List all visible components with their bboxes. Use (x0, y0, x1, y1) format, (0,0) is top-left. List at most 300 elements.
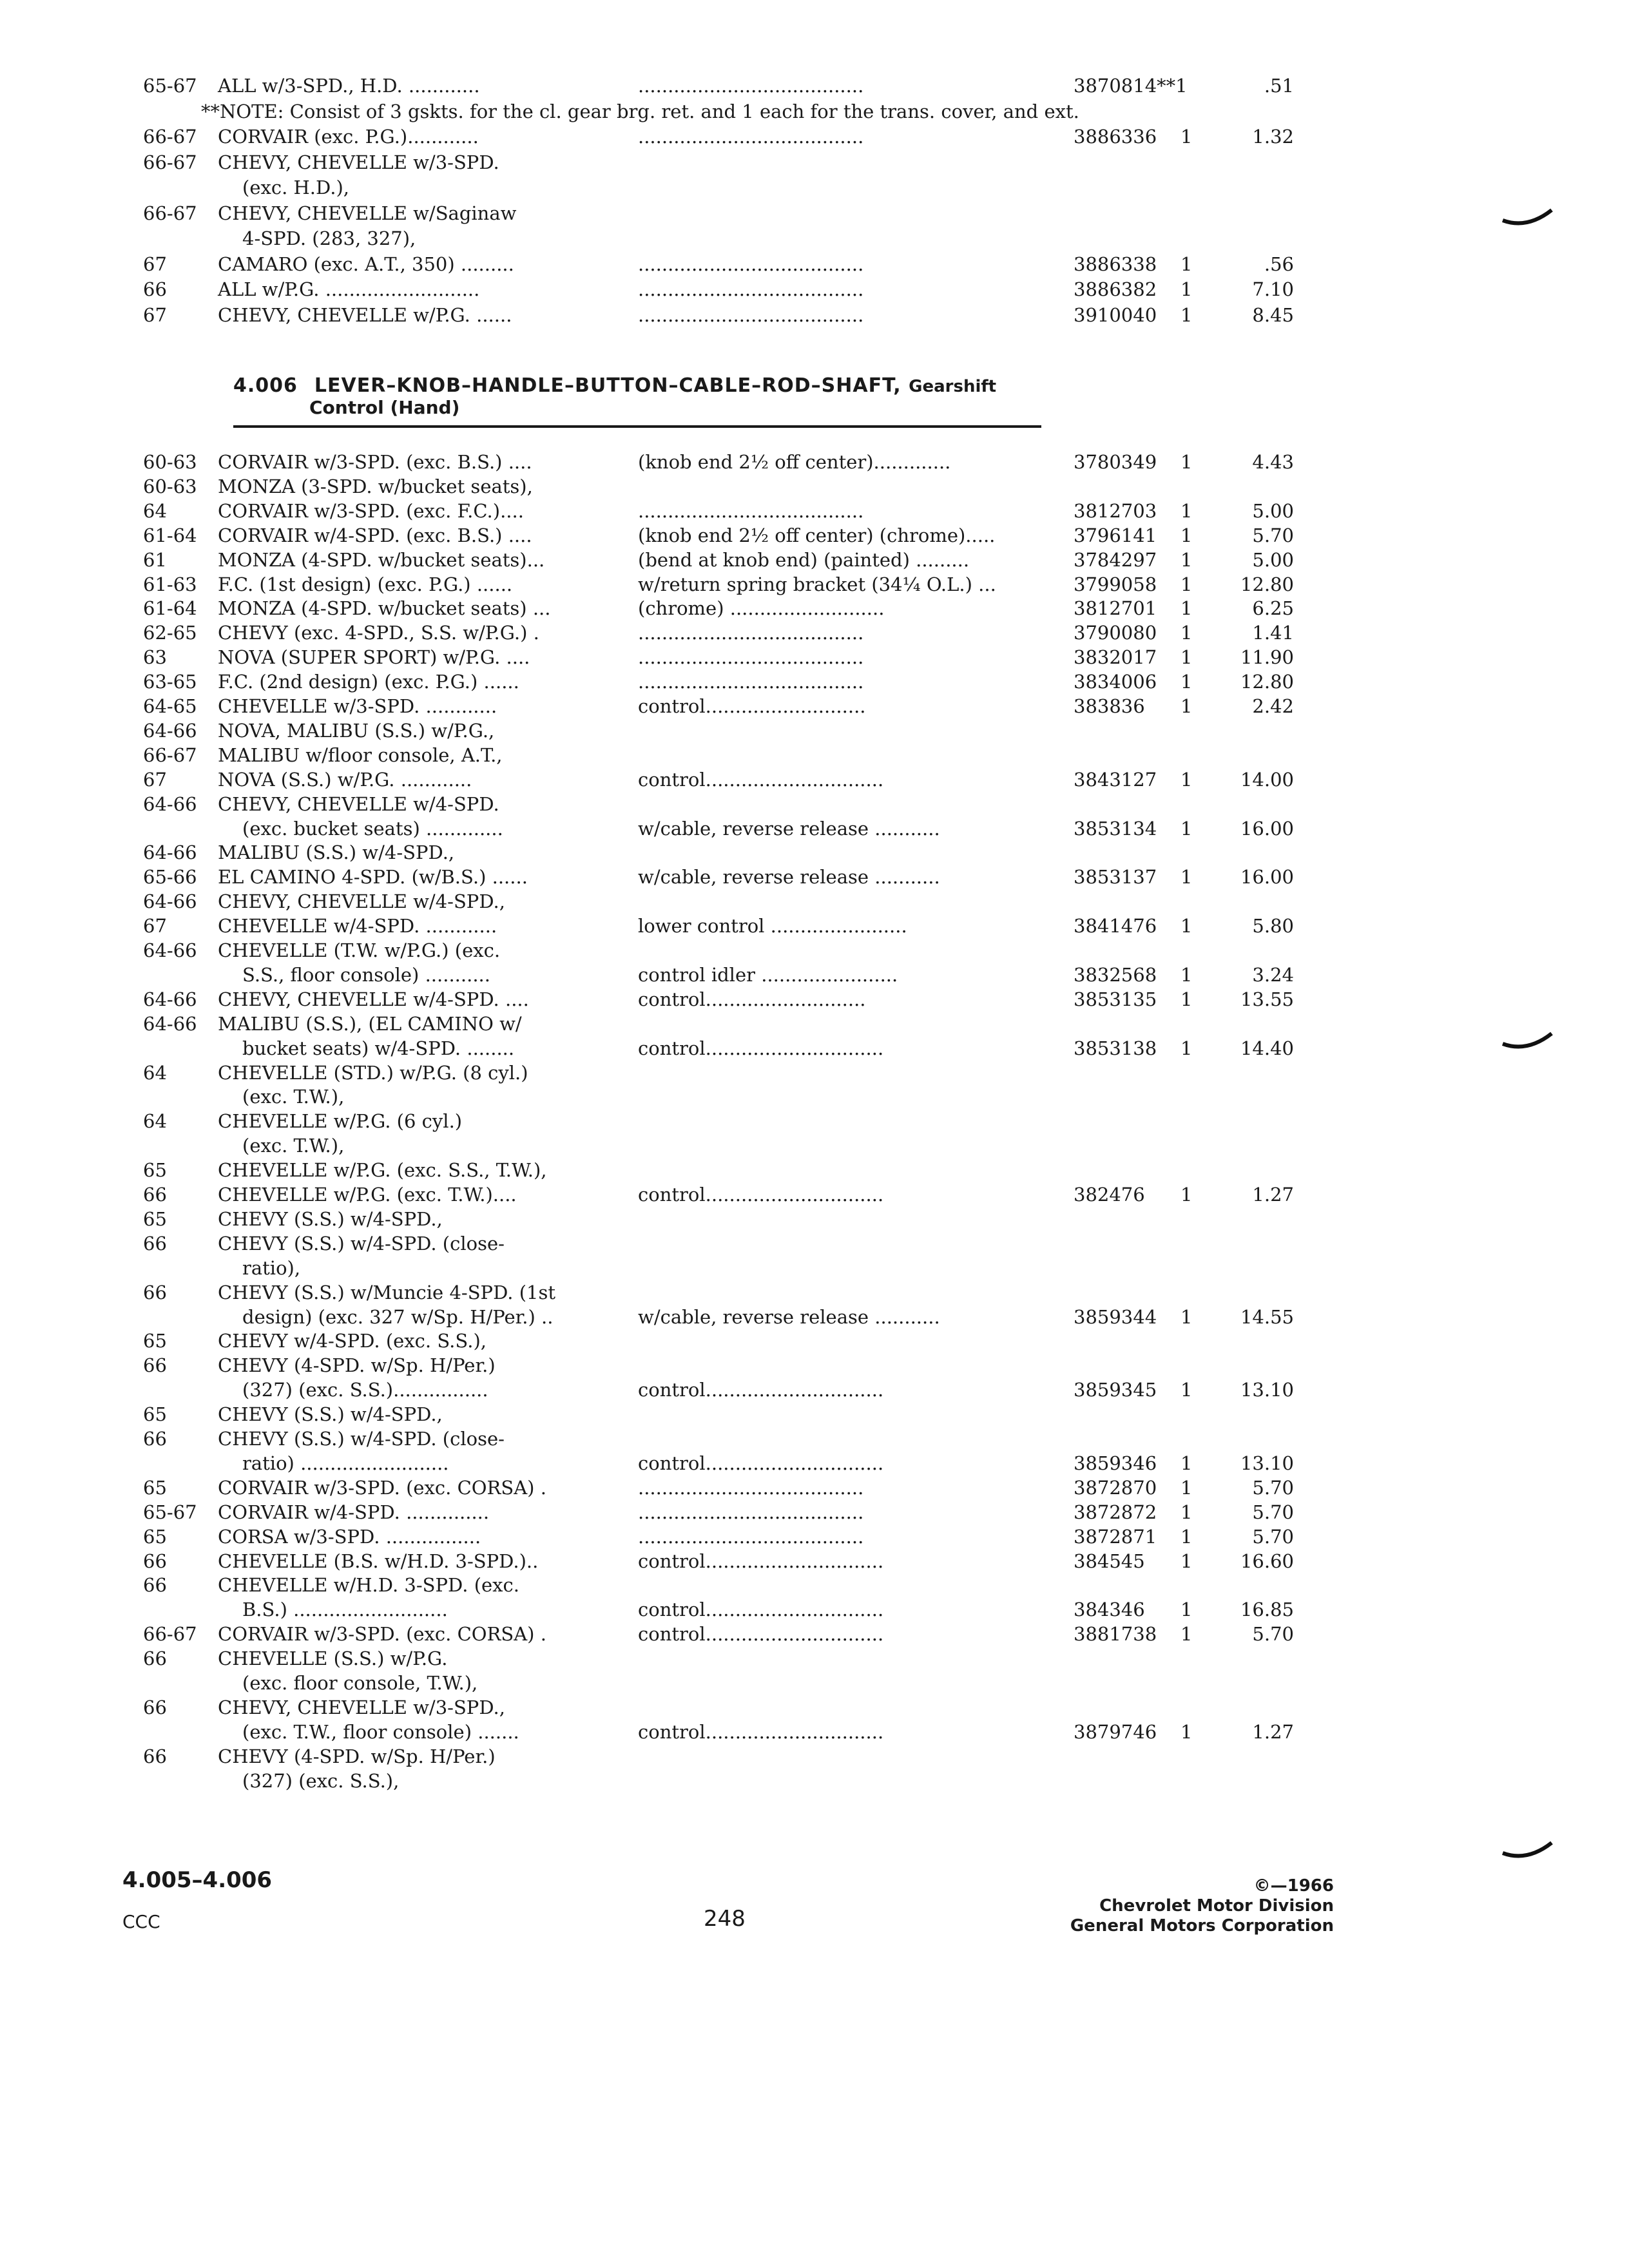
quantity: 1 (1181, 1037, 1193, 1059)
application: F.C. (1st design) (exc. P.G.) ...... (218, 573, 513, 595)
price: 5.70 (1252, 1501, 1294, 1523)
price: 1.27 (1252, 1720, 1294, 1743)
quantity: 1 (1181, 1623, 1193, 1646)
table-row (0, 767, 1629, 793)
model-year: 61 (143, 548, 167, 571)
quantity: 1 (1181, 1476, 1193, 1499)
model-year: 65-67 (143, 75, 197, 97)
price: 12.80 (1240, 573, 1294, 595)
model-year: 61-64 (143, 597, 197, 620)
table-row (0, 150, 1629, 176)
price: 14.55 (1240, 1305, 1294, 1328)
application: ALL w/3-SPD., H.D. ............ (218, 75, 480, 97)
application: (327) (exc. S.S.)................ (242, 1379, 488, 1401)
application: CAMARO (exc. A.T., 350) ......... (218, 253, 514, 275)
price: 16.85 (1240, 1599, 1294, 1621)
model-year: 65 (143, 1476, 167, 1499)
quantity: 1 (1181, 573, 1193, 595)
application: CORVAIR w/4-SPD. (exc. B.S.) .... (218, 524, 532, 546)
application: CHEVELLE w/P.G. (exc. T.W.).... (218, 1184, 517, 1206)
table-row (0, 1182, 1629, 1208)
application: design) (exc. 327 w/Sp. H/Per.) .. (242, 1305, 554, 1328)
table-row (0, 816, 1629, 842)
description: control.............................. (638, 1720, 884, 1743)
table-row (0, 1378, 1629, 1403)
table-row (0, 523, 1629, 549)
application: NOVA (SUPER SPORT) w/P.G. .... (218, 646, 530, 669)
model-year: 65 (143, 1207, 167, 1230)
price: 3.24 (1252, 963, 1294, 986)
model-year: 66-67 (143, 744, 197, 766)
description: control.............................. (638, 1599, 884, 1621)
quantity: 1 (1181, 695, 1193, 717)
quantity: 1 (1181, 1525, 1193, 1548)
model-year: 64-66 (143, 988, 197, 1010)
price: 4.43 (1252, 451, 1294, 473)
application: 4-SPD. (283, 327), (242, 227, 416, 249)
application: CHEVY (4-SPD. w/Sp. H/Per.) (218, 1354, 496, 1377)
description: ...................................... (638, 75, 864, 97)
quantity: 1 (1181, 866, 1193, 889)
model-year: 67 (143, 303, 167, 326)
section-number: 4.006 (233, 374, 298, 397)
table-row (0, 620, 1629, 646)
application: NOVA, MALIBU (S.S.) w/P.G., (218, 719, 495, 742)
part-number: 3796141 (1074, 524, 1157, 546)
part-number: 3799058 (1074, 573, 1157, 595)
copyright: ©—1966 (1253, 1876, 1334, 1896)
section-subtitle: Control (Hand) (309, 397, 460, 418)
quantity: 1 (1181, 1379, 1193, 1401)
table-row (0, 252, 1629, 278)
part-number: 3780349 (1074, 451, 1157, 473)
table-row (0, 1353, 1629, 1379)
table-row (0, 201, 1629, 227)
part-number: 3881738 (1074, 1623, 1157, 1646)
model-year: 63-65 (143, 671, 197, 693)
quantity: 1 (1181, 1452, 1193, 1474)
price: 13.10 (1240, 1379, 1294, 1401)
footer-publisher (1070, 1876, 1334, 1936)
table-row (0, 1158, 1629, 1184)
price: 16.00 (1240, 817, 1294, 840)
table-row (0, 1769, 1629, 1794)
margin-tick-mark (1501, 207, 1553, 227)
model-year: 66 (143, 1232, 167, 1254)
application: CHEVELLE (B.S. w/H.D. 3-SPD.).. (218, 1550, 539, 1572)
description: control.............................. (638, 1623, 884, 1646)
table-row (0, 226, 1629, 252)
application: EL CAMINO 4-SPD. (w/B.S.) ...... (218, 866, 528, 889)
quantity: 1 (1181, 126, 1193, 148)
table-row (0, 840, 1629, 866)
footnote: **NOTE: Consist of 3 gskts. for the cl. gear brg. ret. and 1 each for the trans. cover, and ext. (201, 100, 1079, 122)
table-row (0, 1475, 1629, 1501)
part-number: 3832017 (1074, 646, 1157, 669)
description: w/return spring bracket (34¼ O.L.) ... (638, 573, 996, 595)
table-row (0, 450, 1629, 476)
table-row (0, 1549, 1629, 1575)
division-name: Chevrolet Motor Division (1099, 1896, 1334, 1916)
price: 12.80 (1240, 671, 1294, 693)
part-number: 3886338 (1074, 253, 1157, 275)
application: CHEVY (4-SPD. w/Sp. H/Per.) (218, 1745, 496, 1767)
description: w/cable, reverse release ........... (638, 817, 940, 840)
model-year: 62-65 (143, 622, 197, 644)
margin-tick-mark (1501, 1840, 1553, 1860)
application: MALIBU w/floor console, A.T., (218, 744, 503, 766)
application: CHEVY, CHEVELLE w/4-SPD. (218, 793, 499, 815)
model-year: 60-63 (143, 475, 197, 497)
model-year: 66-67 (143, 1623, 197, 1646)
description: ...................................... (638, 1476, 864, 1499)
price: 7.10 (1252, 278, 1294, 300)
application: bucket seats) w/4-SPD. ........ (242, 1037, 515, 1059)
application: F.C. (2nd design) (exc. P.G.) ...... (218, 671, 519, 693)
table-row (0, 1671, 1629, 1696)
description: ...................................... (638, 671, 864, 693)
model-year: 66 (143, 1648, 167, 1670)
part-number: 382476 (1074, 1184, 1145, 1206)
application: CHEVY (S.S.) w/4-SPD. (close- (218, 1428, 505, 1450)
part-number: 3853134 (1074, 817, 1157, 840)
part-number: 383836 (1074, 695, 1145, 717)
application: CHEVELLE (T.W. w/P.G.) (exc. (218, 939, 501, 961)
part-number: 3859346 (1074, 1452, 1157, 1474)
quantity: 1 (1181, 451, 1193, 473)
description: ...................................... (638, 1525, 864, 1548)
application: CHEVY w/4-SPD. (exc. S.S.), (218, 1330, 487, 1352)
quantity: 1 (1181, 548, 1193, 571)
table-row (0, 1427, 1629, 1452)
table-row (0, 1256, 1629, 1282)
price: 5.70 (1252, 1476, 1294, 1499)
part-number: 3784297 (1074, 548, 1157, 571)
application: MALIBU (S.S.), (EL CAMINO w/ (218, 1012, 522, 1035)
part-number: 3872872 (1074, 1501, 1157, 1523)
price: 16.60 (1240, 1550, 1294, 1572)
table-row (0, 743, 1629, 769)
description: control.............................. (638, 1452, 884, 1474)
application: CHEVY (S.S.) w/4-SPD. (close- (218, 1232, 505, 1254)
table-row (0, 1597, 1629, 1623)
corporation-name: General Motors Corporation (1070, 1916, 1334, 1936)
description: ...................................... (638, 646, 864, 669)
application: CORVAIR w/4-SPD. .............. (218, 1501, 490, 1523)
table-row (0, 1451, 1629, 1477)
price: 5.70 (1252, 1623, 1294, 1646)
quantity: 1 (1181, 1184, 1193, 1206)
description: lower control ....................... (638, 915, 907, 937)
application: CHEVELLE w/3-SPD. ............ (218, 695, 497, 717)
description: control.............................. (638, 1037, 884, 1059)
part-number: 3832568 (1074, 963, 1157, 986)
part-number: 3853138 (1074, 1037, 1157, 1059)
model-year: 66 (143, 1696, 167, 1718)
table-row (0, 277, 1629, 303)
quantity: 1 (1181, 499, 1193, 522)
description: control.............................. (638, 1379, 884, 1401)
part-number: 3886336 (1074, 126, 1157, 148)
model-year: 61-64 (143, 524, 197, 546)
application: CHEVY, CHEVELLE w/Saginaw (218, 202, 517, 224)
description: ...................................... (638, 1501, 864, 1523)
part-number: 3872871 (1074, 1525, 1157, 1548)
table-row (0, 1329, 1629, 1354)
application: S.S., floor console) ........... (242, 963, 490, 986)
quantity: 1 (1181, 1305, 1193, 1328)
quantity: 1 (1181, 988, 1193, 1010)
application: (exc. H.D.), (242, 177, 349, 198)
description: control idler ....................... (638, 963, 898, 986)
table-row (0, 645, 1629, 671)
application: CHEVELLE (S.S.) w/P.G. (218, 1648, 448, 1670)
application: (exc. floor console, T.W.), (242, 1672, 478, 1694)
quantity: 1 (1181, 963, 1193, 986)
model-year: 63 (143, 646, 167, 669)
model-year: 65 (143, 1330, 167, 1352)
table-row (0, 1036, 1629, 1062)
table-row (0, 1744, 1629, 1770)
quantity: 1 (1181, 1599, 1193, 1621)
part-number: 3859344 (1074, 1305, 1157, 1328)
part-number: 3812701 (1074, 597, 1157, 620)
table-row (0, 1500, 1629, 1526)
part-number: 384346 (1074, 1599, 1145, 1621)
footer-section-range: 4.005–4.006 (122, 1867, 273, 1893)
part-number: 3853137 (1074, 866, 1157, 889)
application: CORVAIR w/3-SPD. (exc. B.S.) .... (218, 451, 532, 473)
part-number: 3870814**1 (1074, 75, 1188, 97)
description: ...................................... (638, 278, 864, 300)
price: .51 (1264, 75, 1294, 97)
quantity: 1 (1181, 768, 1193, 791)
table-row (0, 792, 1629, 818)
price: 14.00 (1240, 768, 1294, 791)
description: (knob end 2½ off center)............. (638, 451, 951, 473)
table-row (0, 474, 1629, 500)
quantity: 1 (1181, 524, 1193, 546)
model-year: 61-63 (143, 573, 197, 595)
table-row (0, 1207, 1629, 1233)
model-year: 66 (143, 1745, 167, 1767)
table-row (0, 1280, 1629, 1306)
application: NOVA (S.S.) w/P.G. ............ (218, 768, 472, 791)
model-year: 65 (143, 1525, 167, 1548)
table-row (0, 303, 1629, 329)
price: 2.42 (1252, 695, 1294, 717)
price: 14.40 (1240, 1037, 1294, 1059)
application: ratio), (242, 1256, 301, 1279)
part-number: 3859345 (1074, 1379, 1157, 1401)
table-row (0, 1646, 1629, 1672)
application: (exc. T.W.), (242, 1135, 345, 1157)
section-title-tail: Gearshift (909, 377, 997, 396)
model-year: 66 (143, 1574, 167, 1597)
application: CHEVY, CHEVELLE w/4-SPD., (218, 890, 505, 913)
table-row (0, 963, 1629, 988)
model-year: 64-66 (143, 841, 197, 864)
part-number: 3879746 (1074, 1720, 1157, 1743)
table-row (0, 1061, 1629, 1086)
application: CHEVELLE w/P.G. (exc. S.S., T.W.), (218, 1159, 547, 1182)
model-year: 65-67 (143, 1501, 197, 1523)
price: 16.00 (1240, 866, 1294, 889)
part-number: 3853135 (1074, 988, 1157, 1010)
part-number: 3841476 (1074, 915, 1157, 937)
table-row (0, 938, 1629, 964)
model-year: 64 (143, 499, 167, 522)
table-row (0, 1305, 1629, 1331)
model-year: 64-66 (143, 890, 197, 913)
table-row (0, 1622, 1629, 1648)
model-year: 66 (143, 1428, 167, 1450)
description: w/cable, reverse release ........... (638, 1305, 940, 1328)
part-number: 3790080 (1074, 622, 1157, 644)
application: MONZA (4-SPD. w/bucket seats) ... (218, 597, 551, 620)
description: ...................................... (638, 499, 864, 522)
table-row (0, 865, 1629, 890)
description: control.............................. (638, 768, 884, 791)
application: CHEVELLE w/P.G. (6 cyl.) (218, 1110, 463, 1133)
application: CHEVY (exc. 4-SPD., S.S. w/P.G.) . (218, 622, 539, 644)
table-row (0, 99, 1629, 125)
description: (knob end 2½ off center) (chrome)..... (638, 524, 996, 546)
application: CHEVELLE (STD.) w/P.G. (8 cyl.) (218, 1061, 528, 1084)
price: 11.90 (1240, 646, 1294, 669)
model-year: 67 (143, 253, 167, 275)
model-year: 66 (143, 1281, 167, 1303)
quantity: 1 (1181, 671, 1193, 693)
price: 5.00 (1252, 499, 1294, 522)
model-year: 66 (143, 278, 167, 300)
application: MALIBU (S.S.) w/4-SPD., (218, 841, 455, 864)
application: CORVAIR w/3-SPD. (exc. F.C.).... (218, 499, 524, 522)
description: ...................................... (638, 622, 864, 644)
price: 5.80 (1252, 915, 1294, 937)
footer-code: CCC (122, 1911, 160, 1932)
application: CORVAIR (exc. P.G.)............ (218, 126, 479, 148)
model-year: 64-66 (143, 939, 197, 961)
application: CHEVY (S.S.) w/4-SPD., (218, 1403, 443, 1426)
table-row (0, 1084, 1629, 1110)
application: CORVAIR w/3-SPD. (exc. CORSA) . (218, 1476, 546, 1499)
price: 1.32 (1252, 126, 1294, 148)
model-year: 64-66 (143, 719, 197, 742)
table-row (0, 1402, 1629, 1428)
table-row (0, 1573, 1629, 1599)
page-number: 248 (704, 1906, 746, 1932)
description: ...................................... (638, 253, 864, 275)
model-year: 64-65 (143, 695, 197, 717)
part-number: 3886382 (1074, 278, 1157, 300)
section-heading (233, 375, 996, 398)
quantity: 1 (1181, 646, 1193, 669)
quantity: 1 (1181, 278, 1193, 300)
table-row (0, 499, 1629, 524)
model-year: 66 (143, 1184, 167, 1206)
application: CORVAIR w/3-SPD. (exc. CORSA) . (218, 1623, 546, 1646)
model-year: 66-67 (143, 151, 197, 173)
part-number: 3910040 (1074, 303, 1157, 326)
application: (exc. bucket seats) ............. (242, 817, 503, 840)
model-year: 64-66 (143, 793, 197, 815)
model-year: 66 (143, 1354, 167, 1377)
description: control.............................. (638, 1550, 884, 1572)
application: CHEVY, CHEVELLE w/3-SPD., (218, 1696, 505, 1718)
model-year: 66-67 (143, 126, 197, 148)
table-row (0, 1012, 1629, 1037)
quantity: 1 (1181, 817, 1193, 840)
model-year: 64-66 (143, 1012, 197, 1035)
table-row (0, 1231, 1629, 1257)
part-number: 3843127 (1074, 768, 1157, 791)
application: MONZA (4-SPD. w/bucket seats)... (218, 548, 545, 571)
application: CHEVY, CHEVELLE w/4-SPD. .... (218, 988, 529, 1010)
description: ...................................... (638, 303, 864, 326)
table-row (0, 1524, 1629, 1550)
part-number: 3834006 (1074, 671, 1157, 693)
table-row (0, 1720, 1629, 1745)
description: (bend at knob end) (painted) ......... (638, 548, 970, 571)
price: 13.10 (1240, 1452, 1294, 1474)
model-year: 60-63 (143, 451, 197, 473)
description: w/cable, reverse release ........... (638, 866, 940, 889)
application: CHEVELLE w/H.D. 3-SPD. (exc. (218, 1574, 519, 1597)
description: ...................................... (638, 126, 864, 148)
table-row (0, 1133, 1629, 1159)
application: (exc. T.W., floor console) ....... (242, 1720, 519, 1743)
table-row (0, 889, 1629, 915)
table-row (0, 669, 1629, 695)
table-row (0, 914, 1629, 939)
price: 1.41 (1252, 622, 1294, 644)
description: control........................... (638, 988, 866, 1010)
quantity: 1 (1181, 597, 1193, 620)
model-year: 64 (143, 1061, 167, 1084)
table-row (0, 73, 1629, 99)
application: CHEVY, CHEVELLE w/3-SPD. (218, 151, 499, 173)
model-year: 65 (143, 1159, 167, 1182)
table-row (0, 124, 1629, 150)
price: 5.70 (1252, 524, 1294, 546)
description: control........................... (638, 695, 866, 717)
application: CHEVELLE w/4-SPD. ............ (218, 915, 497, 937)
price: 8.45 (1252, 303, 1294, 326)
table-row (0, 548, 1629, 573)
quantity: 1 (1181, 1720, 1193, 1743)
price: 5.00 (1252, 548, 1294, 571)
application: CORSA w/3-SPD. ................ (218, 1525, 481, 1548)
model-year: 66 (143, 1550, 167, 1572)
quantity: 1 (1181, 303, 1193, 326)
model-year: 67 (143, 768, 167, 791)
description: (chrome) .......................... (638, 597, 885, 620)
table-row (0, 572, 1629, 598)
description: control.............................. (638, 1184, 884, 1206)
section-rule (233, 425, 1041, 428)
model-year: 66-67 (143, 202, 197, 224)
table-row (0, 596, 1629, 622)
application: CHEVY (S.S.) w/4-SPD., (218, 1207, 443, 1230)
application: (exc. T.W.), (242, 1086, 345, 1108)
application: ratio) ......................... (242, 1452, 449, 1474)
application: ALL w/P.G. .......................... (218, 278, 480, 300)
table-row (0, 987, 1629, 1013)
table-row (0, 718, 1629, 744)
model-year: 65-66 (143, 866, 197, 889)
quantity: 1 (1181, 1501, 1193, 1523)
